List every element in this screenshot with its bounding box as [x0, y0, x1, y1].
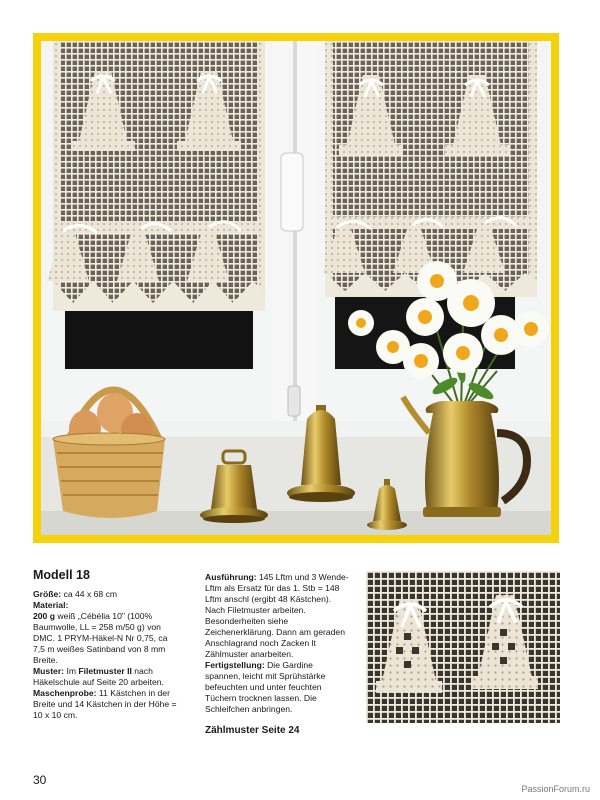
instructions-column: [205, 572, 350, 736]
curtain-left: [47, 41, 265, 311]
pattern-label: Muster:: [33, 666, 65, 676]
model-title: Modell 18: [33, 568, 90, 582]
chart-reference: Zählmuster Seite 24: [205, 725, 300, 736]
pattern-text-2: nach Häkelschule auf Seite 20 arbeiten.: [33, 666, 164, 687]
size-line: [33, 589, 178, 600]
materials-column: [33, 570, 178, 721]
pattern-name: Filetmuster II: [78, 666, 132, 676]
execution-line: [205, 572, 350, 660]
execution-text: 145 Lftm und 3 Wende-Lftm als Ersatz für das 1. Stb = 148 Lftm anschl (ergibt 48 Kästchen). Nach Filetmuster arbeiten. Besonderheiten siehe Zeichenerklärung. Dann am geraden Anschlagrand noch Zacken lt Zählmuster anarbeiten.: [205, 572, 349, 659]
size-value: ca 44 x 68 cm: [63, 589, 118, 599]
material-line: [33, 600, 178, 666]
finish-text: Die Gardine spannen, leicht mit Sprühstärke befeuchten und unter feuchten Tüchern trocknen lassen. Die Schleifchen anbringen.: [205, 660, 326, 714]
gauge-text: 11 Kästchen in der Breite und 14 Kästchen in der Höhe = 10 x 10 cm.: [33, 688, 177, 720]
size-label: Größe:: [33, 589, 62, 599]
curtain-right: [323, 41, 537, 297]
execution-label: Ausführung:: [205, 572, 257, 582]
watermark: PassionForum.ru: [521, 784, 590, 794]
window-handle: [281, 153, 303, 231]
finish-line: [205, 660, 350, 715]
gauge-label: Maschenprobe:: [33, 688, 97, 698]
pattern-line: [33, 666, 178, 688]
material-label: Material:: [33, 600, 69, 610]
material-amount: 200 g: [33, 611, 55, 621]
gauge-line: [33, 688, 178, 721]
lace-detail-image: [366, 571, 560, 723]
finish-label: Fertigstellung:: [205, 660, 265, 670]
material-text: weiß „Cébélia 10" (100% Baumwolle, LL = 258 m/50 g) von DMC. 1 PRYM-Häkel-N Nr 0,75, ca 7,5 m weißes Satinband von 8 mm Breite.: [33, 611, 168, 665]
page-number: 30: [33, 773, 47, 787]
curtain-photo: [41, 41, 551, 535]
photo-frame: [33, 33, 559, 543]
pattern-text-1: Im: [66, 666, 76, 676]
